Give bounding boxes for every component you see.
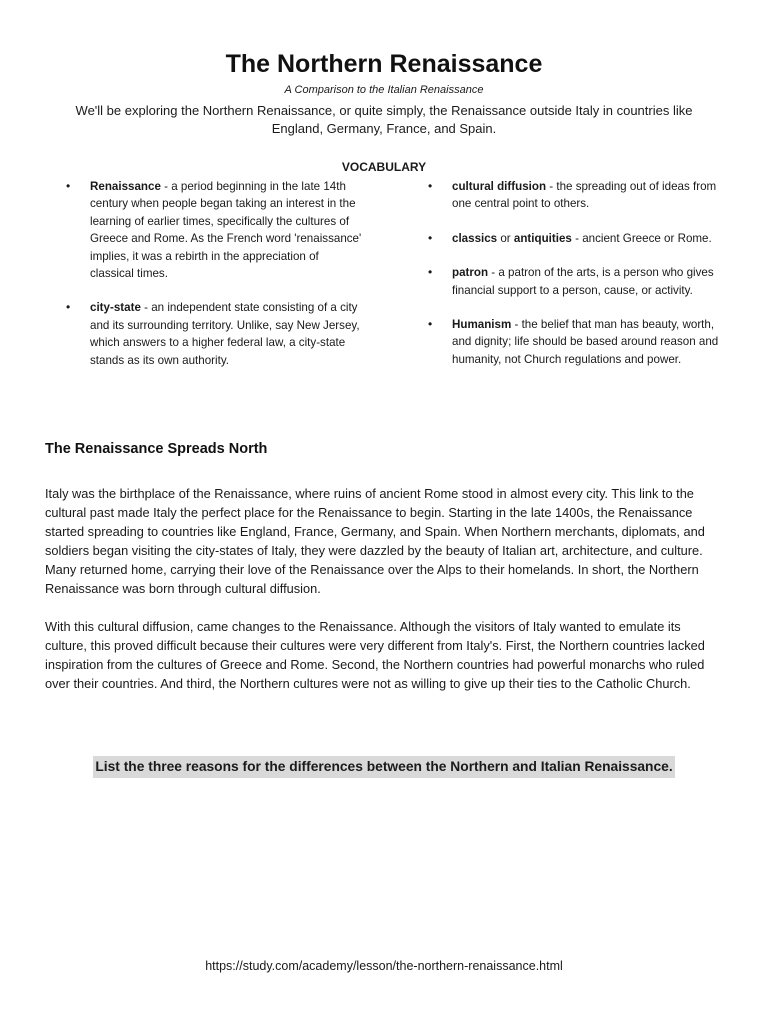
- bullet-icon: •: [428, 265, 433, 280]
- vocab-item-renaissance: [64, 178, 364, 282]
- body-paragraph: Italy was the birthplace of the Renaissance, where ruins of ancient Rome stood in almost every city. This link to the cultural past made Italy the perfect place for the Renaissance to begin. Starting in the late 1400s, the Renaissance started spreading to countries like England, France, Germany, and Spain. When Northern merchants, diplomats, and soldiers began visiting the city-states of Italy, they were dazzled by the beauty of Italian art, architecture, and culture. Many returned home, carrying their love of the Renaissance over the Alps to their homelands. In short, the Northern Renaissance was born through cultural diffusion.: [45, 486, 705, 596]
- question-prompt: List the three reasons for the differences between the Northern and Italian Renaissance.: [93, 756, 674, 778]
- vocab-definition: - the belief that man has beauty, worth, and dignity; life should be based around reason and humanity, not Church regulations and power.: [452, 318, 719, 366]
- vocab-definition: - an independent state consisting of a city and its surrounding territory. Unlike, say New Jersey, which answers to a higher federal law, a city-state stands as its own authority.: [90, 301, 360, 367]
- page-subtitle: A Comparison to the Italian Renaissance: [284, 84, 484, 96]
- bullet-icon: •: [428, 317, 433, 332]
- bullet-icon: •: [66, 300, 71, 315]
- vocab-item-classics: [426, 230, 726, 247]
- vocabulary-list-right: [426, 178, 726, 385]
- vocab-item-humanism: [426, 316, 726, 368]
- intro-text: We'll be exploring the Northern Renaissance, or quite simply, the Renaissance outside Italy in countries like England, Germany, France, and Spain.: [75, 103, 693, 136]
- vocab-item-cultural-diffusion: [426, 178, 726, 213]
- vocab-term: Humanism: [452, 318, 512, 332]
- vocab-item-patron: [426, 264, 726, 299]
- vocabulary-heading: VOCABULARY: [341, 160, 427, 174]
- bullet-icon: •: [428, 179, 433, 193]
- vocab-definition: - the spreading out of ideas from one central point to others.: [452, 180, 717, 211]
- bullet-icon: •: [66, 179, 71, 193]
- section-heading: The Renaissance Spreads North: [45, 441, 268, 457]
- body-paragraph: With this cultural diffusion, came changes to the Renaissance. Although the visitors of Italy wanted to emulate its culture, this proved difficult because their cultures were very different from Italy's. First, the Northern countries lacked inspiration from the cultures of Greece and Rome. Second, the Northern countries had powerful monarchs who ruled over their countries. And third, the Northern cultures were not as willing to give up their ties to the Catholic Church.: [45, 619, 705, 691]
- vocab-term: city-state: [90, 301, 141, 315]
- source-url[interactable]: https://study.com/academy/lesson/the-northern-renaissance.html: [205, 959, 563, 973]
- bullet-icon: •: [428, 230, 433, 245]
- question-prompt-container: [0, 756, 768, 778]
- vocab-term-secondary: antiquities: [513, 231, 572, 245]
- vocab-definition: - ancient Greece or Rome.: [571, 231, 712, 245]
- vocab-term: patron: [452, 266, 489, 280]
- vocab-term: Renaissance: [90, 180, 161, 193]
- vocab-joiner: or: [497, 231, 514, 245]
- page-title: The Northern Renaissance: [225, 50, 543, 78]
- vocab-definition: - a patron of the arts, is a person who gives financial support to a person, cause, or activity.: [452, 266, 714, 297]
- vocab-definition: - a period beginning in the late 14th century when people began taking an interest in the learning of earlier times, specifically the cultures of Greece and Rome. As the French word 'renaissance' implies, it was a rebirth in the appreciation of classical times.: [90, 180, 362, 281]
- vocab-term: cultural diffusion: [452, 180, 547, 193]
- vocab-item-city-state: [64, 299, 364, 369]
- vocabulary-list-left: [64, 178, 364, 386]
- vocab-term: classics: [452, 231, 498, 245]
